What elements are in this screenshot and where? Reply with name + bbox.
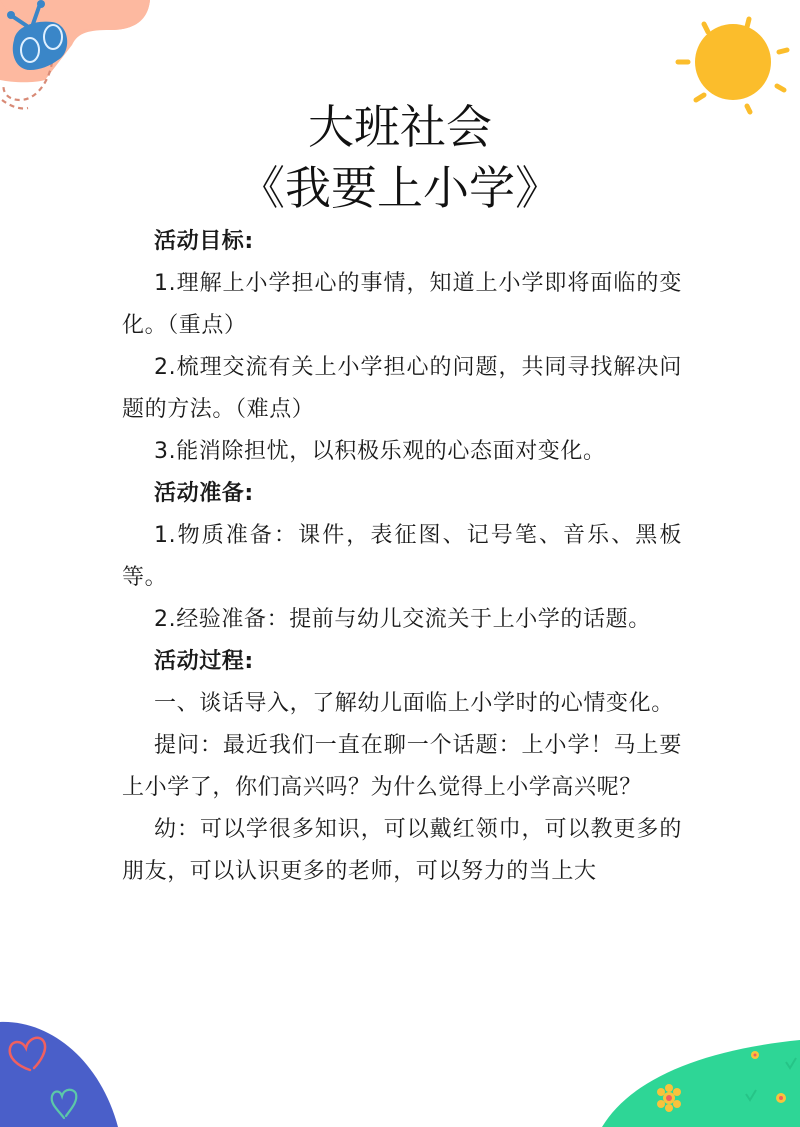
paragraph: 1.理解上小学担心的事情，知道上小学即将面临的变化。（重点） [122,271,682,338]
paragraph: 2.梳理交流有关上小学担心的问题，共同寻找解决问题的方法。（难点） [122,355,682,422]
paragraph: 1.物质准备：课件，表征图、记号笔、音乐、黑板等。 [122,523,682,590]
paragraph: 提问：最近我们一直在聊一个话题：上小学！马上要上小学了，你们高兴吗？为什么觉得上小学高兴呢？ [122,733,682,800]
document-subtitle: 《我要上小学》 [239,161,561,215]
document-body [122,221,682,893]
section-heading-process: 活动过程: [154,649,254,674]
paragraph: 幼：可以学很多知识，可以戴红领巾，可以教更多的朋友，可以认识更多的老师，可以努力的当上大 [122,817,682,884]
flowers-icon [580,1010,800,1127]
hearts-icon [0,1000,180,1127]
paragraph: 3.能消除担忧，以积极乐观的心态面对变化。 [154,439,606,464]
document-title: 大班社会 [308,100,492,154]
section-heading-goals: 活动目标: [154,229,254,254]
paragraph: 2.经验准备：提前与幼儿交流关于上小学的话题。 [154,607,651,632]
paragraph: 一、谈话导入，了解幼儿面临上小学时的心情变化。 [154,691,674,716]
section-heading-preparation: 活动准备: [154,481,254,506]
